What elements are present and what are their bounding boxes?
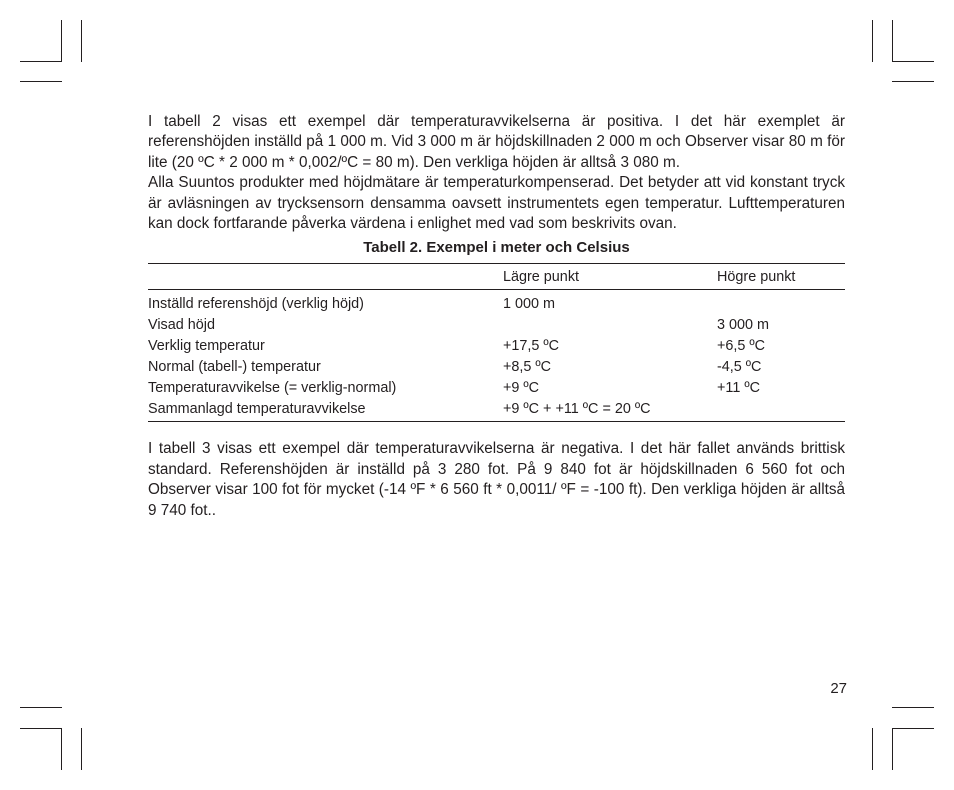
page-number: 27 — [830, 680, 847, 697]
crop-mark — [61, 20, 62, 62]
table-cell-upper: +6,5 ºC — [717, 338, 766, 355]
crop-mark — [892, 81, 934, 82]
crop-mark — [20, 728, 62, 729]
crop-mark — [892, 707, 934, 708]
crop-mark — [892, 728, 934, 729]
paragraph-compensation: Alla Suuntos produkter med höjdmätare är temperaturkompenserad. Det betyder att vid konstant tryck är avläsningen av trycksensorn densamma oavsett instrumentets egen temperatur. Lufttemperaturen kan dock fortfarande påverka värdena i enlighet med vad som beskrivits ovan. — [148, 174, 845, 233]
crop-mark — [872, 20, 873, 62]
table-cell-lower: +17,5 ºC — [503, 338, 560, 355]
table-caption: Tabell 2. Exempel i meter och Celsius — [363, 239, 630, 257]
table-cell-lower: +9 ºC — [503, 380, 540, 397]
table-cell-lower: +9 ºC + +11 ºC = 20 ºC — [503, 401, 651, 418]
crop-mark — [892, 61, 934, 62]
table-cell-lower — [503, 315, 717, 336]
table-header-row — [148, 264, 845, 290]
example-table — [148, 263, 845, 422]
table-cell-label: Sammanlagd temperaturavvikelse — [148, 401, 366, 418]
table-cell-upper — [717, 399, 845, 422]
table-row — [148, 315, 845, 336]
table-cell-label: Inställd referenshöjd (verklig höjd) — [148, 296, 364, 313]
crop-mark — [81, 20, 82, 62]
paragraph-intro: I tabell 2 visas ett exempel där temperaturavvikelserna är positiva. I det här exemplet är referenshöjden inställd på 1 000 m. Vid 3 000 m är höjdskillnaden 2 000 m och Observer visar 80 m för lite (20 ºC * 2 000 m * 0,002/ºC = 80 m). Den verkliga höjden är alltså 3 080 m. — [148, 113, 845, 171]
crop-mark — [61, 728, 62, 770]
crop-mark — [872, 728, 873, 770]
table-cell-label: Visad höjd — [148, 317, 215, 334]
crop-mark — [20, 707, 62, 708]
table-cell-upper: -4,5 ºC — [717, 359, 762, 376]
table-cell-upper: +11 ºC — [717, 380, 760, 397]
crop-mark — [81, 728, 82, 770]
table-header-label — [148, 264, 503, 290]
table-cell-lower: 1 000 m — [503, 296, 555, 313]
table-cell-label: Temperaturavvikelse (= verklig-normal) — [148, 380, 397, 397]
crop-mark — [20, 81, 62, 82]
table-header-lower-point: Lägre punkt — [503, 264, 717, 290]
crop-mark — [892, 728, 893, 770]
table-cell-label: Normal (tabell-) temperatur — [148, 359, 321, 376]
table-cell-lower: +8,5 ºC — [503, 359, 552, 376]
page-content — [148, 112, 845, 521]
table-row — [148, 378, 845, 399]
table-cell-upper — [717, 290, 845, 316]
crop-mark — [20, 61, 62, 62]
table-row — [148, 399, 845, 422]
table-cell-upper: 3 000 m — [717, 317, 769, 334]
table-row — [148, 290, 845, 316]
table-row — [148, 357, 845, 378]
crop-mark — [892, 20, 893, 62]
table-header-upper-point: Högre punkt — [717, 264, 845, 290]
table-row — [148, 336, 845, 357]
paragraph-negative-example: I tabell 3 visas ett exempel där temperaturavvikelserna är negativa. I det här fallet används brittisk standard. Referenshöjden är inställd på 3 280 fot. På 9 840 fot är höjdskillnaden 6 560 fot och Observer visar 100 fot för mycket (-14 ºF * 6 560 ft * 0,0011/ ºF = -100 ft). Den verkliga höjden är alltså 9 740 fot.. — [148, 440, 845, 519]
table-cell-label: Verklig temperatur — [148, 338, 265, 355]
